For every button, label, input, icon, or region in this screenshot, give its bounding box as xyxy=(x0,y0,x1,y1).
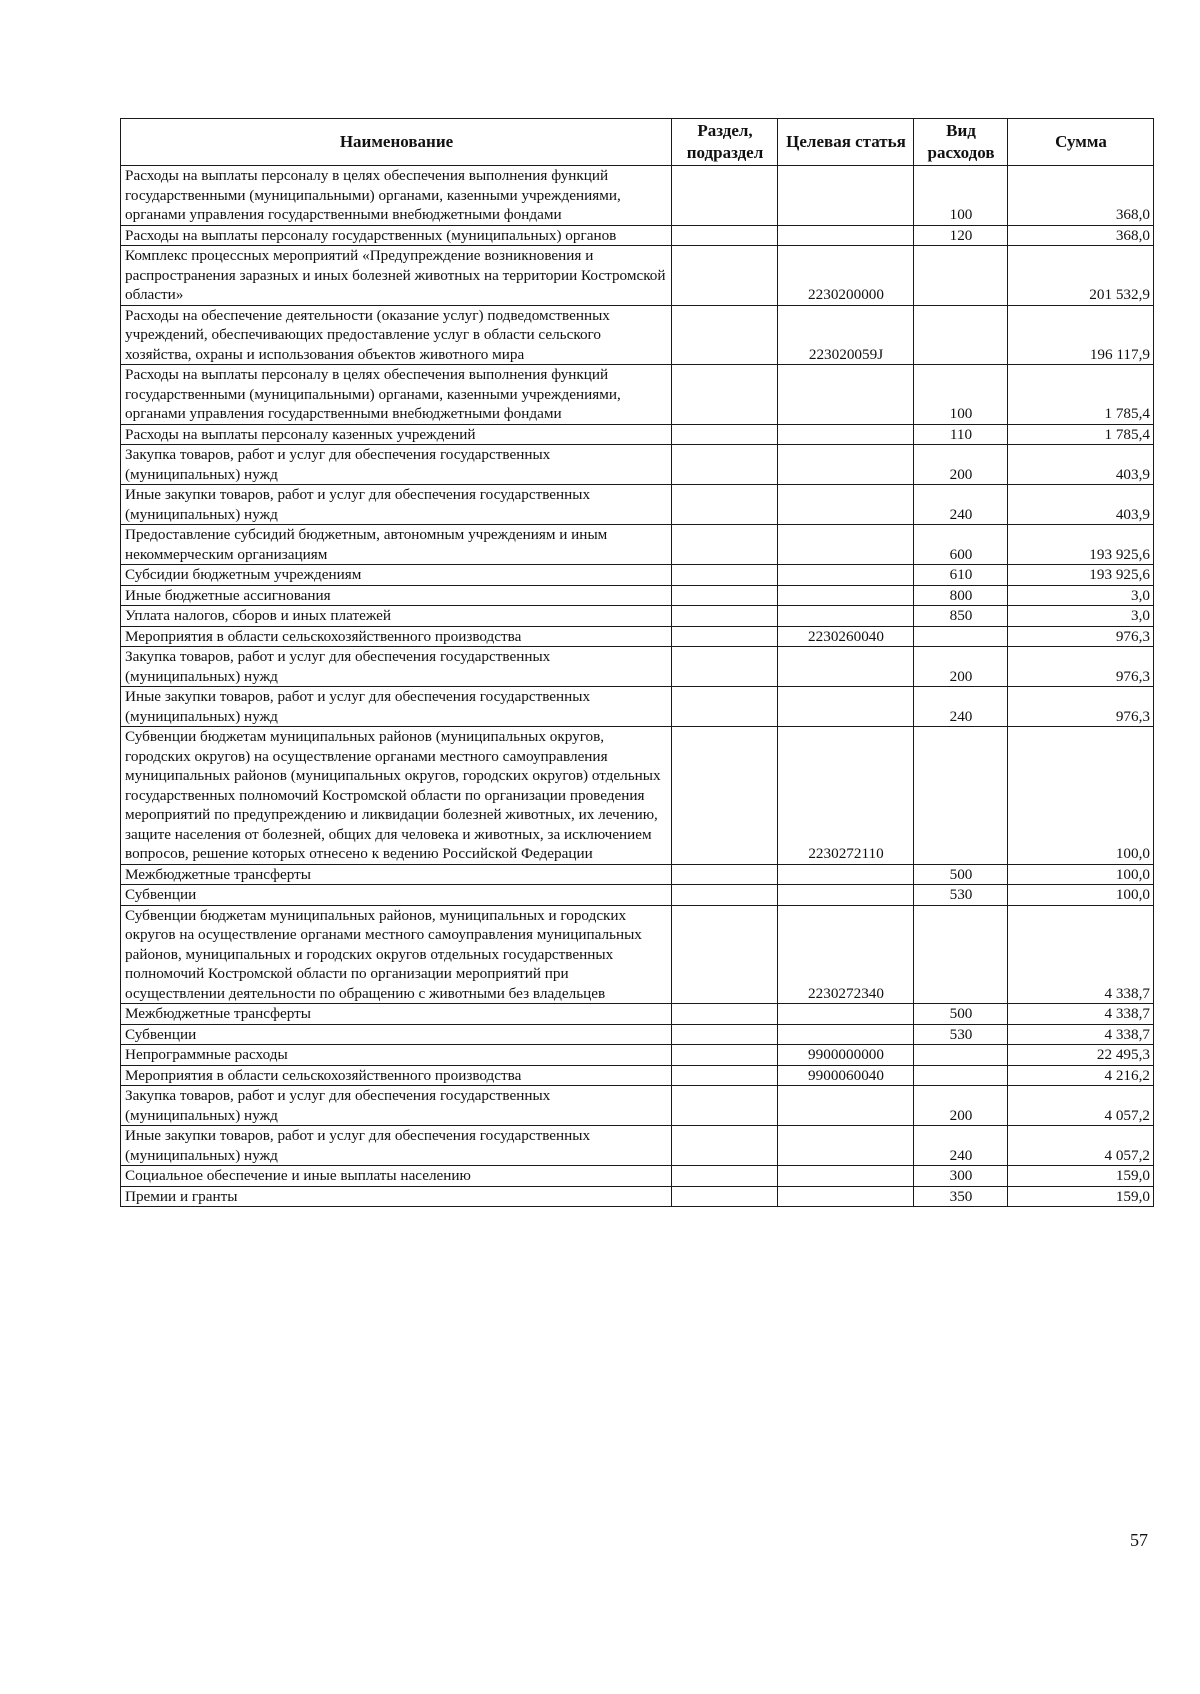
cell-sum: 976,3 xyxy=(1008,687,1154,727)
cell-sum: 1 785,4 xyxy=(1008,365,1154,425)
table-row xyxy=(121,727,1154,865)
table-row xyxy=(121,647,1154,687)
cell-name: Субвенции бюджетам муниципальных районов, муниципальных и городских округов на осуществление органами местного самоуправления муниципальных районов, муниципальных и городских округов отдельных государственных полномочий Костромской области по организации мероприятий при осуществлении деятельности по обращению с животными без владельцев xyxy=(121,905,672,1004)
cell-sum: 4 057,2 xyxy=(1008,1086,1154,1126)
cell-section xyxy=(672,585,778,606)
cell-sum: 193 925,6 xyxy=(1008,565,1154,586)
cell-name: Иные закупки товаров, работ и услуг для обеспечения государственных (муниципальных) нужд xyxy=(121,485,672,525)
cell-section xyxy=(672,365,778,425)
cell-sum: 201 532,9 xyxy=(1008,246,1154,306)
cell-sum: 1 785,4 xyxy=(1008,424,1154,445)
cell-target xyxy=(778,885,914,906)
table-row xyxy=(121,905,1154,1004)
table-row xyxy=(121,864,1154,885)
cell-kind: 300 xyxy=(914,1166,1008,1187)
cell-section xyxy=(672,1086,778,1126)
cell-section xyxy=(672,1024,778,1045)
cell-target xyxy=(778,365,914,425)
cell-section xyxy=(672,647,778,687)
cell-sum: 22 495,3 xyxy=(1008,1045,1154,1066)
cell-target xyxy=(778,225,914,246)
cell-target xyxy=(778,585,914,606)
cell-section xyxy=(672,687,778,727)
cell-kind: 100 xyxy=(914,365,1008,425)
cell-section xyxy=(672,246,778,306)
cell-target: 2230272110 xyxy=(778,727,914,865)
cell-target xyxy=(778,1004,914,1025)
cell-section xyxy=(672,565,778,586)
cell-sum: 196 117,9 xyxy=(1008,305,1154,365)
table-row xyxy=(121,1045,1154,1066)
cell-name: Иные закупки товаров, работ и услуг для обеспечения государственных (муниципальных) нужд xyxy=(121,1126,672,1166)
cell-kind xyxy=(914,1065,1008,1086)
cell-target: 9900000000 xyxy=(778,1045,914,1066)
cell-name: Межбюджетные трансферты xyxy=(121,1004,672,1025)
cell-target xyxy=(778,424,914,445)
cell-kind: 530 xyxy=(914,885,1008,906)
header-name: Наименование xyxy=(121,119,672,166)
table-row xyxy=(121,365,1154,425)
cell-kind xyxy=(914,905,1008,1004)
cell-target xyxy=(778,1086,914,1126)
cell-target: 2230260040 xyxy=(778,626,914,647)
cell-kind: 110 xyxy=(914,424,1008,445)
cell-sum: 403,9 xyxy=(1008,445,1154,485)
cell-target: 223020059J xyxy=(778,305,914,365)
budget-table xyxy=(120,118,1154,1207)
cell-name: Субсидии бюджетным учреждениям xyxy=(121,565,672,586)
cell-sum: 159,0 xyxy=(1008,1186,1154,1207)
cell-kind: 240 xyxy=(914,485,1008,525)
cell-target xyxy=(778,1126,914,1166)
cell-target xyxy=(778,1024,914,1045)
cell-sum: 100,0 xyxy=(1008,885,1154,906)
cell-section xyxy=(672,225,778,246)
cell-kind xyxy=(914,305,1008,365)
cell-section xyxy=(672,905,778,1004)
cell-name: Расходы на обеспечение деятельности (оказание услуг) подведомственных учреждений, обеспечивающих предоставление услуг в области сельского хозяйства, охраны и использования объектов животного мира xyxy=(121,305,672,365)
table-row xyxy=(121,606,1154,627)
cell-name: Уплата налогов, сборов и иных платежей xyxy=(121,606,672,627)
cell-target xyxy=(778,687,914,727)
cell-kind: 100 xyxy=(914,166,1008,226)
table-row xyxy=(121,1186,1154,1207)
cell-name: Мероприятия в области сельскохозяйственного производства xyxy=(121,1065,672,1086)
cell-target xyxy=(778,485,914,525)
cell-target xyxy=(778,166,914,226)
cell-sum: 403,9 xyxy=(1008,485,1154,525)
table-row xyxy=(121,687,1154,727)
table-row xyxy=(121,585,1154,606)
cell-kind: 500 xyxy=(914,1004,1008,1025)
cell-target xyxy=(778,647,914,687)
cell-target: 2230200000 xyxy=(778,246,914,306)
cell-name: Непрограммные расходы xyxy=(121,1045,672,1066)
cell-target xyxy=(778,445,914,485)
header-section: Раздел, подраздел xyxy=(672,119,778,166)
cell-sum: 100,0 xyxy=(1008,727,1154,865)
cell-name: Межбюджетные трансферты xyxy=(121,864,672,885)
cell-sum: 4 338,7 xyxy=(1008,1024,1154,1045)
cell-section xyxy=(672,1065,778,1086)
table-row xyxy=(121,246,1154,306)
table-row xyxy=(121,885,1154,906)
table-row xyxy=(121,424,1154,445)
cell-kind xyxy=(914,727,1008,865)
cell-kind: 800 xyxy=(914,585,1008,606)
cell-kind xyxy=(914,246,1008,306)
cell-sum: 193 925,6 xyxy=(1008,525,1154,565)
cell-sum: 976,3 xyxy=(1008,626,1154,647)
table-row xyxy=(121,166,1154,226)
cell-target xyxy=(778,1186,914,1207)
cell-kind: 500 xyxy=(914,864,1008,885)
cell-sum: 4 057,2 xyxy=(1008,1126,1154,1166)
cell-name: Закупка товаров, работ и услуг для обеспечения государственных (муниципальных) нужд xyxy=(121,647,672,687)
cell-target xyxy=(778,1166,914,1187)
table-row xyxy=(121,565,1154,586)
cell-kind: 530 xyxy=(914,1024,1008,1045)
cell-name: Субвенции бюджетам муниципальных районов (муниципальных округов, городских округов) на осуществление органами местного самоуправления муниципальных районов (муниципальных округов, городских округов) отдельных государственных полномочий Костромской области по организации проведения мероприятий по предупреждению и ликвидации болезней животных, их лечению, защите населения от болезней, общих для человека и животных, за исключением вопросов, решение которых отнесено к ведению Российской Федерации xyxy=(121,727,672,865)
cell-section xyxy=(672,445,778,485)
cell-name: Иные бюджетные ассигнования xyxy=(121,585,672,606)
cell-sum: 976,3 xyxy=(1008,647,1154,687)
header-kind: Вид расходов xyxy=(914,119,1008,166)
table-row xyxy=(121,1126,1154,1166)
cell-section xyxy=(672,1004,778,1025)
cell-sum: 4 338,7 xyxy=(1008,1004,1154,1025)
cell-name: Субвенции xyxy=(121,1024,672,1045)
cell-kind xyxy=(914,626,1008,647)
cell-kind: 200 xyxy=(914,647,1008,687)
header-target: Целевая статья xyxy=(778,119,914,166)
header-sum: Сумма xyxy=(1008,119,1154,166)
table-row xyxy=(121,1004,1154,1025)
cell-target: 9900060040 xyxy=(778,1065,914,1086)
page-number: 57 xyxy=(1130,1530,1148,1550)
cell-kind: 120 xyxy=(914,225,1008,246)
table-body xyxy=(121,166,1154,1207)
table-header-row xyxy=(121,119,1154,166)
table-row xyxy=(121,1024,1154,1045)
cell-kind xyxy=(914,1045,1008,1066)
cell-section xyxy=(672,166,778,226)
cell-section xyxy=(672,525,778,565)
cell-sum: 159,0 xyxy=(1008,1166,1154,1187)
table-row xyxy=(121,445,1154,485)
table-row xyxy=(121,1166,1154,1187)
cell-section xyxy=(672,864,778,885)
cell-kind: 610 xyxy=(914,565,1008,586)
cell-name: Социальное обеспечение и иные выплаты населению xyxy=(121,1166,672,1187)
cell-sum: 100,0 xyxy=(1008,864,1154,885)
cell-kind: 200 xyxy=(914,1086,1008,1126)
table-row xyxy=(121,626,1154,647)
cell-sum: 3,0 xyxy=(1008,606,1154,627)
cell-target: 2230272340 xyxy=(778,905,914,1004)
cell-target xyxy=(778,606,914,627)
cell-section xyxy=(672,727,778,865)
table-row xyxy=(121,305,1154,365)
cell-sum: 4 216,2 xyxy=(1008,1065,1154,1086)
cell-name: Закупка товаров, работ и услуг для обеспечения государственных (муниципальных) нужд xyxy=(121,1086,672,1126)
cell-kind: 600 xyxy=(914,525,1008,565)
table-row xyxy=(121,1086,1154,1126)
cell-target xyxy=(778,525,914,565)
cell-name: Субвенции xyxy=(121,885,672,906)
cell-kind: 350 xyxy=(914,1186,1008,1207)
cell-name: Расходы на выплаты персоналу государственных (муниципальных) органов xyxy=(121,225,672,246)
cell-section xyxy=(672,1186,778,1207)
cell-section xyxy=(672,1126,778,1166)
cell-kind: 200 xyxy=(914,445,1008,485)
cell-section xyxy=(672,885,778,906)
table-row xyxy=(121,1065,1154,1086)
cell-sum: 368,0 xyxy=(1008,225,1154,246)
cell-name: Закупка товаров, работ и услуг для обеспечения государственных (муниципальных) нужд xyxy=(121,445,672,485)
table-row xyxy=(121,225,1154,246)
cell-kind: 240 xyxy=(914,687,1008,727)
cell-section xyxy=(672,1045,778,1066)
cell-sum: 3,0 xyxy=(1008,585,1154,606)
table-row xyxy=(121,485,1154,525)
cell-target xyxy=(778,565,914,586)
cell-name: Расходы на выплаты персоналу в целях обеспечения выполнения функций государственными (муниципальными) органами, казенными учреждениями, органами управления государственными внебюджетными фондами xyxy=(121,166,672,226)
cell-section xyxy=(672,1166,778,1187)
cell-target xyxy=(778,864,914,885)
cell-section xyxy=(672,606,778,627)
cell-name: Иные закупки товаров, работ и услуг для обеспечения государственных (муниципальных) нужд xyxy=(121,687,672,727)
cell-name: Предоставление субсидий бюджетным, автономным учреждениям и иным некоммерческим организациям xyxy=(121,525,672,565)
cell-name: Мероприятия в области сельскохозяйственного производства xyxy=(121,626,672,647)
cell-sum: 4 338,7 xyxy=(1008,905,1154,1004)
cell-section xyxy=(672,485,778,525)
cell-name: Премии и гранты xyxy=(121,1186,672,1207)
cell-name: Расходы на выплаты персоналу казенных учреждений xyxy=(121,424,672,445)
table-row xyxy=(121,525,1154,565)
cell-kind: 850 xyxy=(914,606,1008,627)
cell-section xyxy=(672,626,778,647)
cell-section xyxy=(672,424,778,445)
cell-section xyxy=(672,305,778,365)
cell-kind: 240 xyxy=(914,1126,1008,1166)
cell-sum: 368,0 xyxy=(1008,166,1154,226)
cell-name: Комплекс процессных мероприятий «Предупреждение возникновения и распространения заразных и иных болезней животных на территории Костромской области» xyxy=(121,246,672,306)
cell-name: Расходы на выплаты персоналу в целях обеспечения выполнения функций государственными (муниципальными) органами, казенными учреждениями, органами управления государственными внебюджетными фондами xyxy=(121,365,672,425)
